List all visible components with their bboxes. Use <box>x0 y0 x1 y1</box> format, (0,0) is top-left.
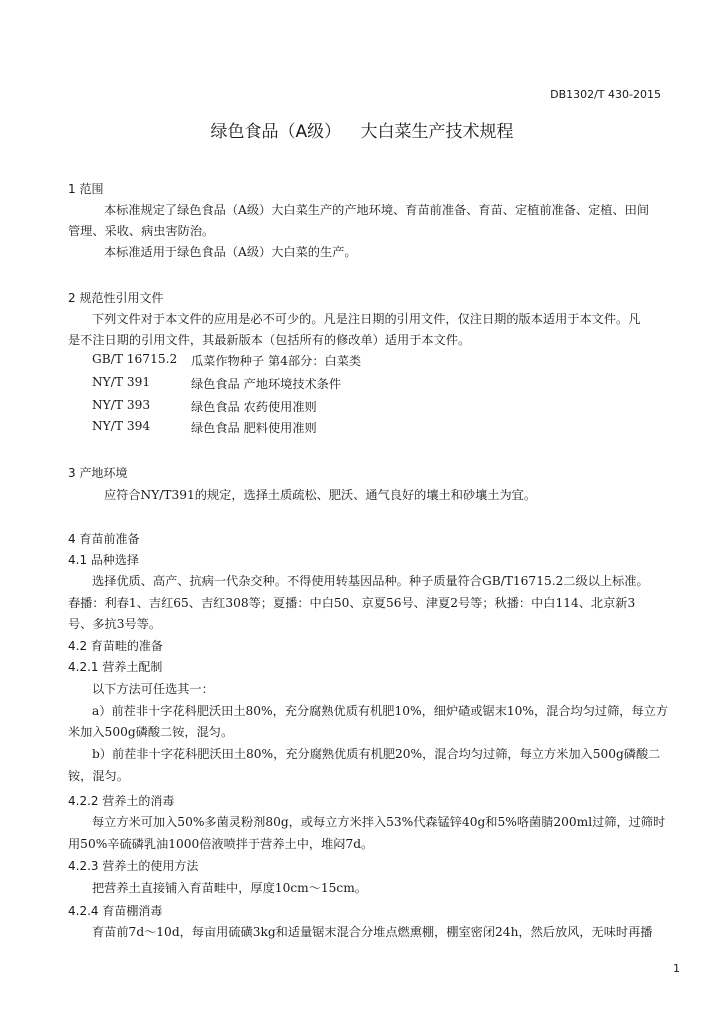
document-header-code: DB1302/T 430-2015 <box>550 88 661 101</box>
subsection-4-1-heading: 4.1 品种选择 <box>68 553 139 567</box>
section-2-heading: 2 规范性引用文件 <box>68 291 164 305</box>
section-2-line-1: 下列文件对于本文件的应用是必不可少的。凡是注日期的引用文件，仅注日期的版本适用于本文件。凡 <box>92 312 641 326</box>
subsection-4-2-1-line-2: a）前茬非十字花科肥沃田土80%，充分腐熟优质有机肥10%，细炉碴或锯末10%，混合均匀过筛，每立方 <box>92 704 669 718</box>
section-1-heading: 1 范围 <box>68 182 104 196</box>
reference-code: NY/T 391 <box>92 375 151 389</box>
subsection-4-2-2-line-2: 用50%辛硫磷乳油1000倍液喷拌于营养土中，堆闷7d。 <box>68 837 374 851</box>
page-number: 1 <box>673 962 680 975</box>
subsection-4-2-1-line-3: 米加入500g磷酸二铵，混匀。 <box>68 725 234 739</box>
subsection-4-1-line-3: 号、多抗3号等。 <box>68 617 162 631</box>
subsection-4-1-line-2: 春播：利春1、吉红65、吉红308等；夏播：中白50、京夏56号、津夏2号等；秋播：中白114、北京新3 <box>68 596 636 610</box>
reference-title: 绿色食品 农药使用准则 <box>191 400 317 414</box>
section-1-line-3: 本标准适用于绿色食品（A级）大白菜的生产。 <box>104 245 357 259</box>
subsection-4-1-line-1: 选择优质、高产、抗病一代杂交种。不得使用转基因品种。种子质量符合GB/T16715.2二级以上标准。 <box>92 574 649 588</box>
section-3-line-1: 应符合NY/T391的规定，选择土质疏松、肥沃、通气良好的壤土和砂壤土为宜。 <box>104 488 537 502</box>
subsection-4-2-3-line-1: 把营养土直接铺入育苗畦中，厚度10cm～15cm。 <box>92 881 367 895</box>
subsection-4-2-1-line-1: 以下方法可任选其一： <box>92 682 214 696</box>
subsection-4-2-4-line-1: 育苗前7d～10d，每亩用硫磺3kg和适量锯末混合分堆点燃熏棚，棚室密闭24h，然后放风，无味时再播 <box>92 925 653 939</box>
reference-title: 瓜菜作物种子 第4部分：白菜类 <box>191 354 362 368</box>
subsection-4-2-1-heading: 4.2.1 营养土配制 <box>68 660 163 674</box>
section-1-line-2: 管理、采收、病虫害防治。 <box>68 224 215 238</box>
subsection-4-2-3-heading: 4.2.3 营养土的使用方法 <box>68 859 199 873</box>
reference-title: 绿色食品 肥料使用准则 <box>191 421 317 435</box>
subsection-4-2-2-heading: 4.2.2 营养土的消毒 <box>68 794 175 808</box>
section-2-line-2: 是不注日期的引用文件，其最新版本（包括所有的修改单）适用于本文件。 <box>68 333 471 347</box>
subsection-4-2-4-heading: 4.2.4 育苗棚消毒 <box>68 904 163 918</box>
section-3-heading: 3 产地环境 <box>68 466 128 480</box>
reference-title: 绿色食品 产地环境技术条件 <box>191 377 342 391</box>
section-4-heading: 4 育苗前准备 <box>68 532 140 546</box>
reference-code: GB/T 16715.2 <box>92 352 178 366</box>
subsection-4-2-2-line-1: 每立方米可加入50%多菌灵粉剂80g，或每立方米拌入53%代森锰锌40g和5%咯菌腈200ml过筛，过筛时 <box>92 815 666 829</box>
document-title: 绿色食品（A级） 大白菜生产技术规程 <box>210 122 514 142</box>
subsection-4-2-1-line-5: 铵，混匀。 <box>68 769 129 783</box>
section-1-line-1: 本标准规定了绿色食品（A级）大白菜生产的产地环境、育苗前准备、育苗、定植前准备、定植、田间 <box>104 203 650 217</box>
reference-code: NY/T 394 <box>92 419 151 433</box>
subsection-4-2-heading: 4.2 育苗畦的准备 <box>68 639 163 653</box>
reference-code: NY/T 393 <box>92 398 151 412</box>
subsection-4-2-1-line-4: b）前茬非十字花科肥沃田土80%，充分腐熟优质有机肥20%，混合均匀过筛，每立方米加入500g磷酸二 <box>92 747 661 761</box>
